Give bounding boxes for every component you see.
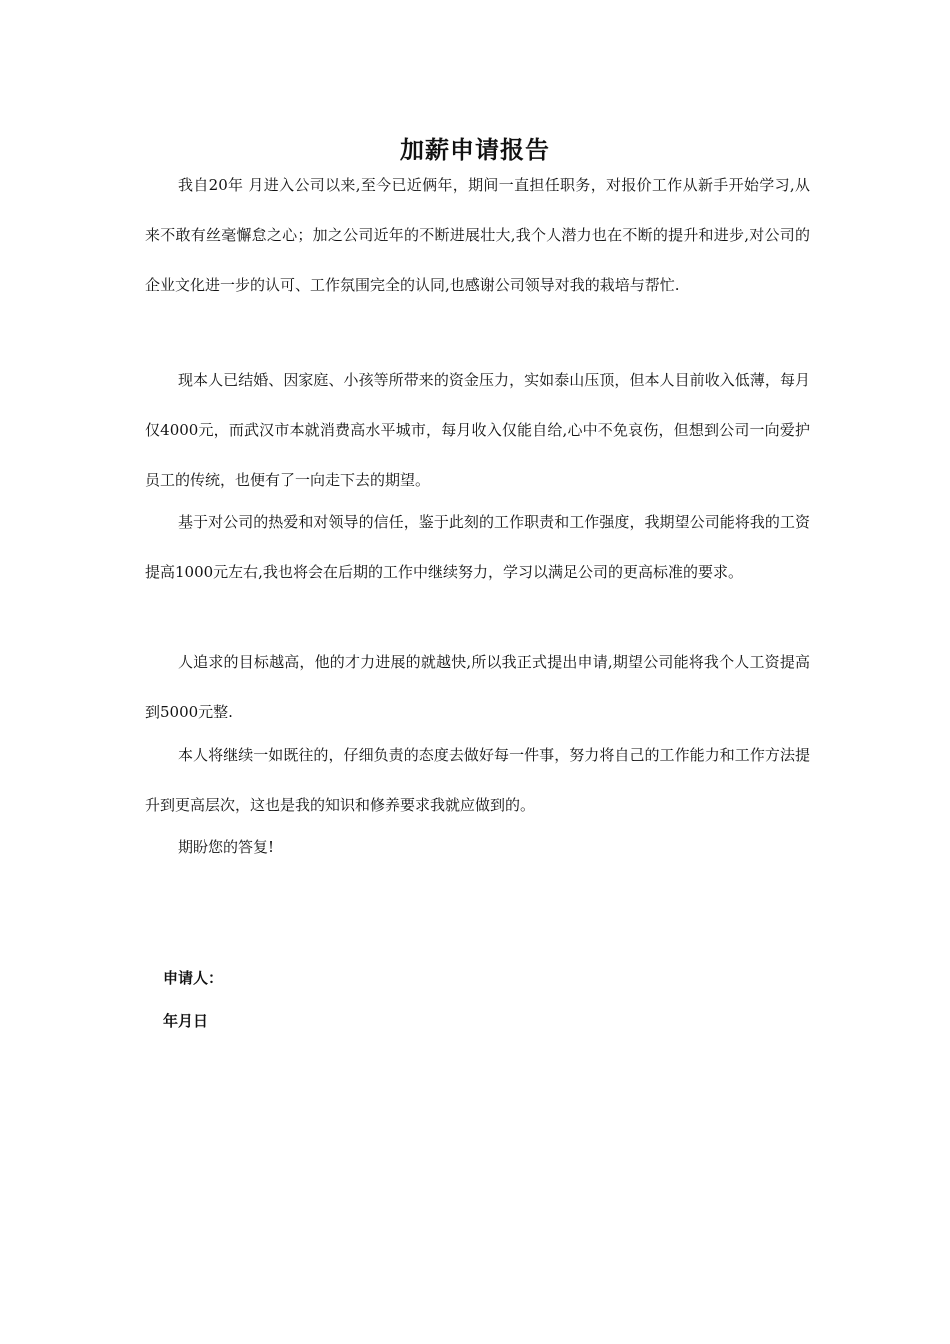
paragraph-2: 现本人已结婚、因家庭、小孩等所带来的资金压力，实如泰山压顶，但本人目前收入低薄，每月仅4000元，而武汉市本就消费高水平城市，每月收入仅能自给,心中不免哀伤，但想到公司一向爱护员工的传统，也便有了一向走下去的期望。 bbox=[145, 371, 810, 489]
paragraph-4: 人追求的目标越高，他的才力进展的就越快,所以我正式提出申请,期望公司能将我个人工资提高到5000元整. bbox=[145, 653, 810, 721]
paragraph-3: 基于对公司的热爱和对领导的信任，鉴于此刻的工作职责和工作强度，我期望公司能将我的工资提高1000元左右,我也将会在后期的工作中继续努力，学习以满足公司的更高标准的要求。 bbox=[145, 513, 810, 581]
applicant-label: 申请人： bbox=[163, 969, 224, 987]
date-label: 年月日 bbox=[163, 1012, 209, 1030]
document-title: 加薪申请报告 bbox=[400, 135, 550, 164]
paragraph-6: 期盼您的答复! bbox=[178, 838, 275, 856]
paragraph-1: 我自20年 月进入公司以来,至今已近俩年，期间一直担任职务，对报价工作从新手开始学习,从来不敢有丝毫懈怠之心；加之公司近年的不断进展壮大,我个人潜力也在不断的提升和进步,对公司的企业文化进一步的认可、工作氛围完全的认同,也感谢公司领导对我的栽培与帮忙. bbox=[145, 176, 810, 294]
paragraph-5: 本人将继续一如既往的，仔细负责的态度去做好每一件事，努力将自己的工作能力和工作方法提升到更高层次，这也是我的知识和修养要求我就应做到的。 bbox=[145, 746, 810, 814]
